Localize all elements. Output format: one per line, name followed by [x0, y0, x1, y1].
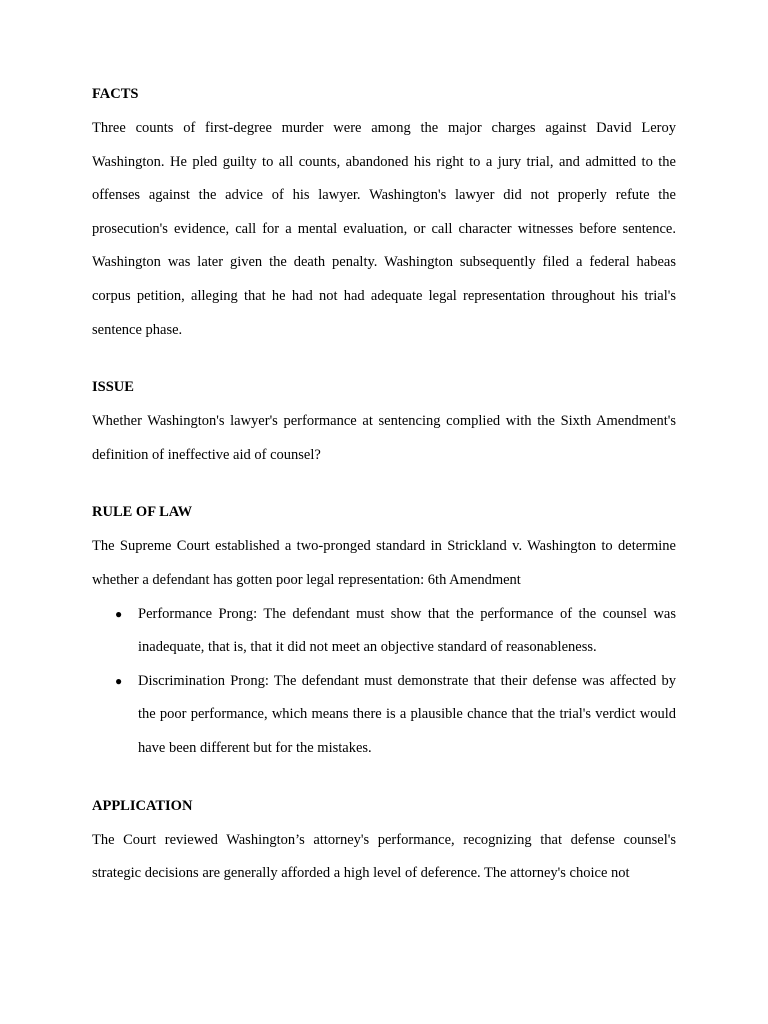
- facts-heading: FACTS: [92, 86, 139, 102]
- facts-paragraph: Three counts of first-degree murder were among the major charges against David Leroy Washington. He pled guilty to all counts, abandoned his right to a jury trial, and admitted to the offenses against the advice of his lawyer. Washington's lawyer did not properly refute the prosecution's evidence, call for a mental evaluation, or call character witnesses before sentence. Washington was later given the death penalty. Washington subsequently filed a federal habeas corpus petition, alleging that he had not had adequate legal representation throughout his trial's sentence phase.: [92, 120, 676, 338]
- application-paragraph: The Court reviewed Washington’s attorney's performance, recognizing that defense counsel's strategic decisions are generally afforded a high level of deference. The attorney's choice not: [92, 831, 676, 882]
- document-page: [92, 82, 676, 891]
- bullet-text: Discrimination Prong: The defendant must demonstrate that their defense was affected by the poor performance, which means there is a plausible chance that the trial's verdict would have been different but for the mistakes.: [138, 672, 676, 756]
- rule-of-law-bullet-list: [92, 598, 676, 766]
- rule-of-law-paragraph: The Supreme Court established a two-pronged standard in Strickland v. Washington to determine whether a defendant has gotten poor legal representation: 6th Amendment: [92, 538, 676, 588]
- bullet-text: Performance Prong: The defendant must show that the performance of the counsel was inadequate, that is, that it did not meet an objective standard of reasonableness.: [138, 605, 676, 656]
- performance-prong-bullet: [92, 598, 676, 665]
- rule-of-law-heading: RULE OF LAW: [92, 504, 193, 521]
- issue-paragraph: Whether Washington's lawyer's performance at sentencing complied with the Sixth Amendment's definition of ineffective aid of counsel?: [92, 413, 676, 463]
- bullet-icon: ●: [115, 606, 123, 621]
- application-heading: APPLICATION: [92, 797, 193, 814]
- issue-heading: ISSUE: [92, 379, 134, 396]
- bullet-icon: ●: [115, 673, 123, 688]
- discrimination-prong-bullet: [92, 665, 676, 766]
